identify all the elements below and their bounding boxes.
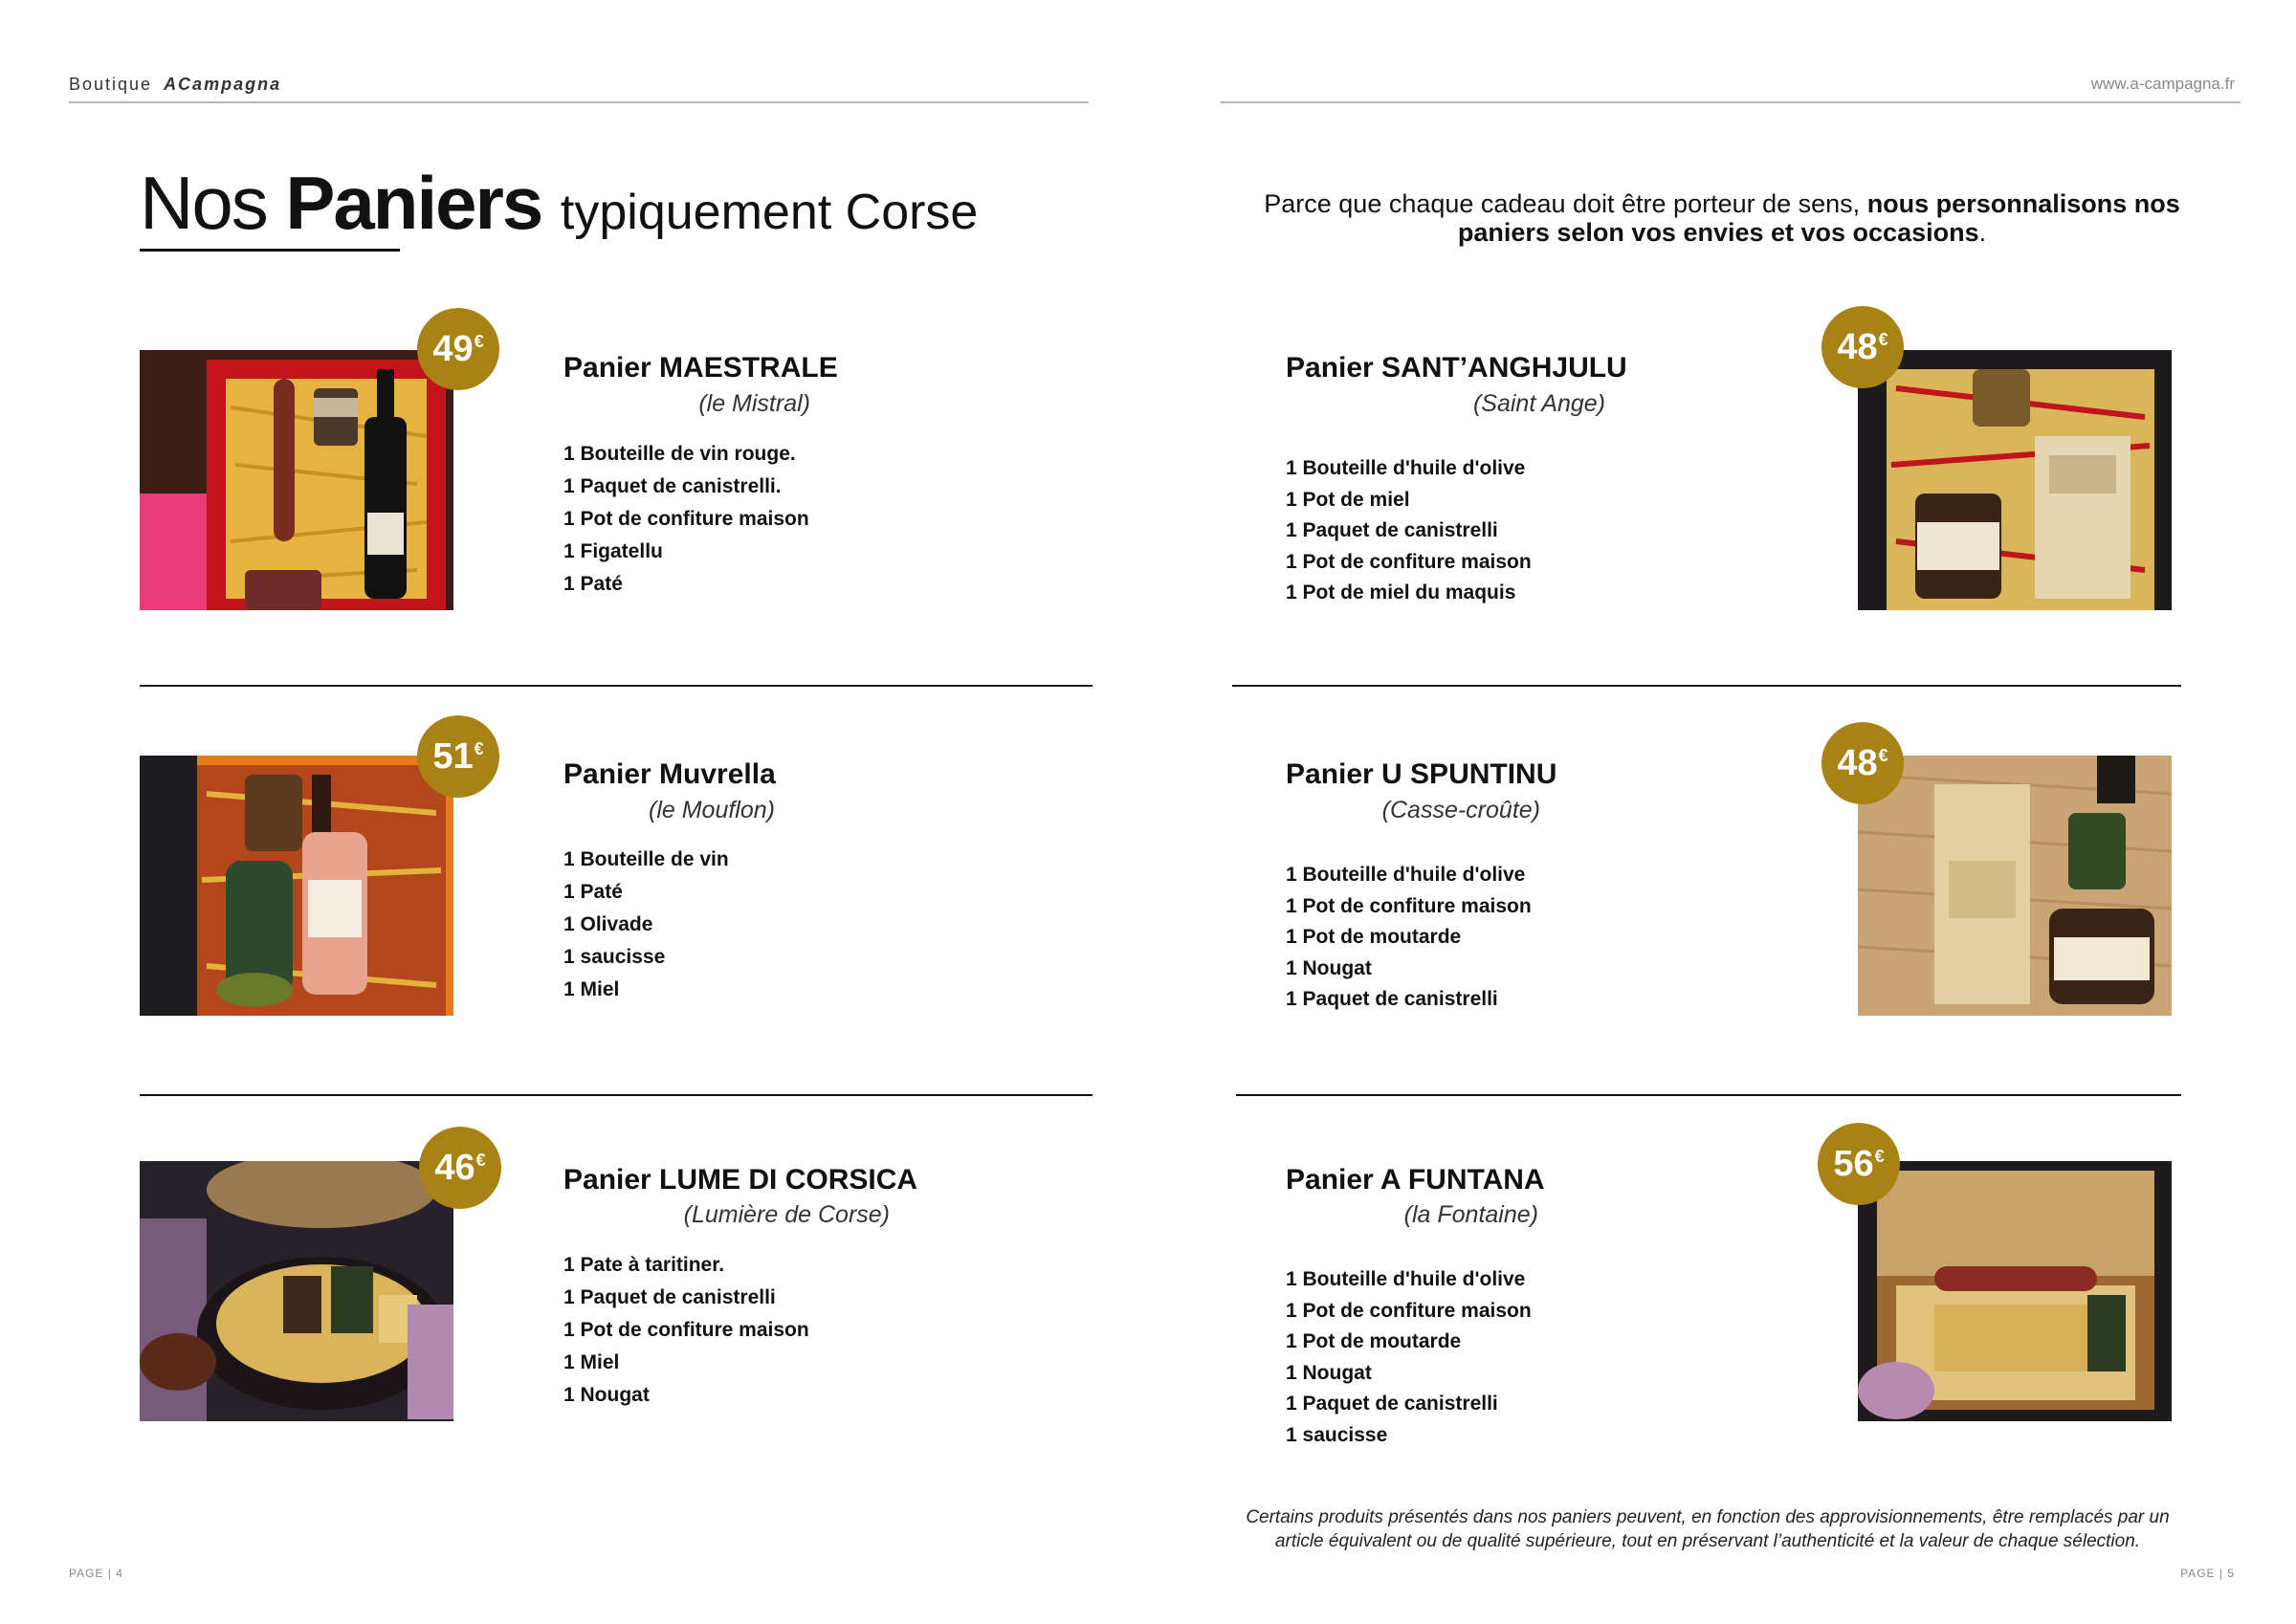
title-part1: Nos: [140, 161, 267, 245]
list-item: 1 Pate à taritiner.: [563, 1254, 725, 1276]
list-item: 1 Bouteille d'huile d'olive: [1286, 864, 1526, 886]
list-item: 1 Pot de confiture maison: [563, 1319, 809, 1341]
basket-photo-maestrale: [140, 350, 453, 610]
list-item: 1 Bouteille d'huile d'olive: [1286, 1268, 1526, 1290]
price-value: 51: [432, 735, 474, 777]
basket-photo-uspuntinu: [1858, 756, 2172, 1016]
basket-items: [1286, 860, 1532, 1016]
footnote: Certains produits présentés dans nos paniers peuvent, en fonction des approvisionnements, être remplacés par un article équivalent ou de qualité supérieure, tout en préservant l’authenticité et la valeur de chaque sélection.: [1246, 1507, 2170, 1551]
list-item: 1 Nougat: [1286, 956, 1372, 979]
list-item: 1 Olivade: [563, 913, 653, 935]
list-item: 1 Bouteille de vin: [563, 848, 729, 870]
page-number-right: PAGE | 5: [2180, 1567, 2235, 1580]
currency-symbol: €: [1874, 1146, 1885, 1166]
intro-text: [1253, 189, 2191, 247]
header-rule-left: [69, 101, 1089, 103]
basket-subtitle: (Lumière de Corse): [683, 1201, 890, 1228]
list-item: 1 Paquet de canistrelli: [1286, 1393, 1498, 1415]
list-item: 1 saucisse: [563, 946, 666, 968]
price-badge: [419, 1127, 501, 1209]
list-item: 1 Nougat: [1286, 1361, 1372, 1384]
list-item: 1 Miel: [563, 978, 620, 1000]
price-badge: [1818, 1123, 1900, 1205]
title-underline: [140, 249, 400, 252]
price-value: 56: [1833, 1143, 1874, 1184]
row-separator: [140, 1094, 1093, 1096]
intro-end: .: [1978, 218, 1987, 247]
list-item: 1 saucisse: [1286, 1423, 1388, 1446]
row-separator: [1232, 685, 2181, 687]
brand-name: ACampagna: [164, 75, 282, 94]
list-item: 1 Nougat: [563, 1384, 650, 1406]
basket-subtitle: (Saint Ange): [1472, 390, 1605, 417]
price-badge: [417, 308, 499, 390]
list-item: 1 Pot de confiture maison: [1286, 1299, 1532, 1322]
currency-symbol: €: [475, 1150, 486, 1170]
list-item: 1 Pot de confiture maison: [1286, 894, 1532, 917]
page-number-left: PAGE | 4: [69, 1567, 123, 1580]
header-brand: [69, 75, 281, 95]
basket-photo-muvrella: [140, 756, 453, 1016]
list-item: 1 Paquet de canistrelli: [1286, 988, 1498, 1010]
list-item: 1 Paquet de canistrelli: [563, 1286, 776, 1308]
price-badge: [417, 715, 499, 798]
currency-symbol: €: [1878, 745, 1888, 765]
row-separator: [140, 685, 1093, 687]
intro-bold: nous personnalisons nos paniers selon vos envies et vos occasions: [1457, 189, 2180, 247]
list-item: 1 Bouteille d'huile d'olive: [1286, 457, 1526, 479]
list-item: 1 Paté: [563, 881, 623, 903]
list-item: 1 Pot de miel: [1286, 488, 1410, 511]
website-link[interactable]: www.a-campagna.fr: [2090, 75, 2235, 93]
list-item: 1 Pot de moutarde: [1286, 1330, 1462, 1352]
price-value: 49: [432, 328, 474, 369]
basket-name: Panier SANT’ANGHJULU: [1286, 352, 1627, 384]
title-part3: typiquement Corse: [560, 185, 979, 240]
basket-name: Panier A FUNTANA: [1286, 1164, 1545, 1196]
list-item: 1 Paquet de canistrelli: [1286, 519, 1498, 541]
basket-items: [563, 1249, 809, 1412]
basket-name: Panier LUME DI CORSICA: [563, 1164, 918, 1196]
currency-symbol: €: [474, 331, 484, 351]
basket-name: Panier Muvrella: [563, 758, 776, 790]
row-separator: [1236, 1094, 2181, 1096]
header-label: Boutique: [69, 75, 153, 94]
basket-items: [563, 844, 729, 1006]
page-title: [140, 161, 978, 254]
list-item: 1 Bouteille de vin rouge.: [563, 443, 796, 465]
list-item: 1 Miel: [563, 1351, 620, 1373]
basket-items: [1286, 1264, 1532, 1451]
intro-normal: Parce que chaque cadeau doit être porteur de sens,: [1264, 189, 1867, 218]
basket-items: [1286, 453, 1532, 609]
basket-subtitle: (Casse-croûte): [1381, 797, 1540, 823]
list-item: 1 Figatellu: [563, 540, 663, 562]
price-value: 46: [434, 1147, 475, 1188]
price-value: 48: [1837, 326, 1878, 367]
title-part2: Paniers: [285, 161, 542, 245]
list-item: 1 Pot de miel du maquis: [1286, 582, 1516, 604]
list-item: 1 Paquet de canistrelli.: [563, 475, 782, 497]
list-item: 1 Pot de confiture maison: [563, 508, 809, 530]
list-item: 1 Paté: [563, 573, 623, 595]
price-badge: [1821, 722, 1904, 804]
basket-items: [563, 438, 809, 601]
header-rule-right: [1221, 101, 2241, 103]
basket-subtitle: (le Mistral): [698, 390, 810, 417]
basket-subtitle: (le Mouflon): [649, 797, 775, 823]
basket-name: Panier U SPUNTINU: [1286, 758, 1557, 790]
basket-name: Panier MAESTRALE: [563, 352, 838, 384]
basket-photo-a-funtana: [1858, 1161, 2172, 1421]
price-badge: [1821, 306, 1904, 388]
price-value: 48: [1837, 742, 1878, 783]
currency-symbol: €: [474, 738, 484, 758]
currency-symbol: €: [1878, 329, 1888, 349]
basket-photo-lume-di-corsica: [140, 1161, 453, 1421]
list-item: 1 Pot de moutarde: [1286, 926, 1462, 948]
basket-photo-santanghjulu: [1858, 350, 2172, 610]
basket-subtitle: (la Fontaine): [1403, 1201, 1538, 1228]
list-item: 1 Pot de confiture maison: [1286, 550, 1532, 573]
